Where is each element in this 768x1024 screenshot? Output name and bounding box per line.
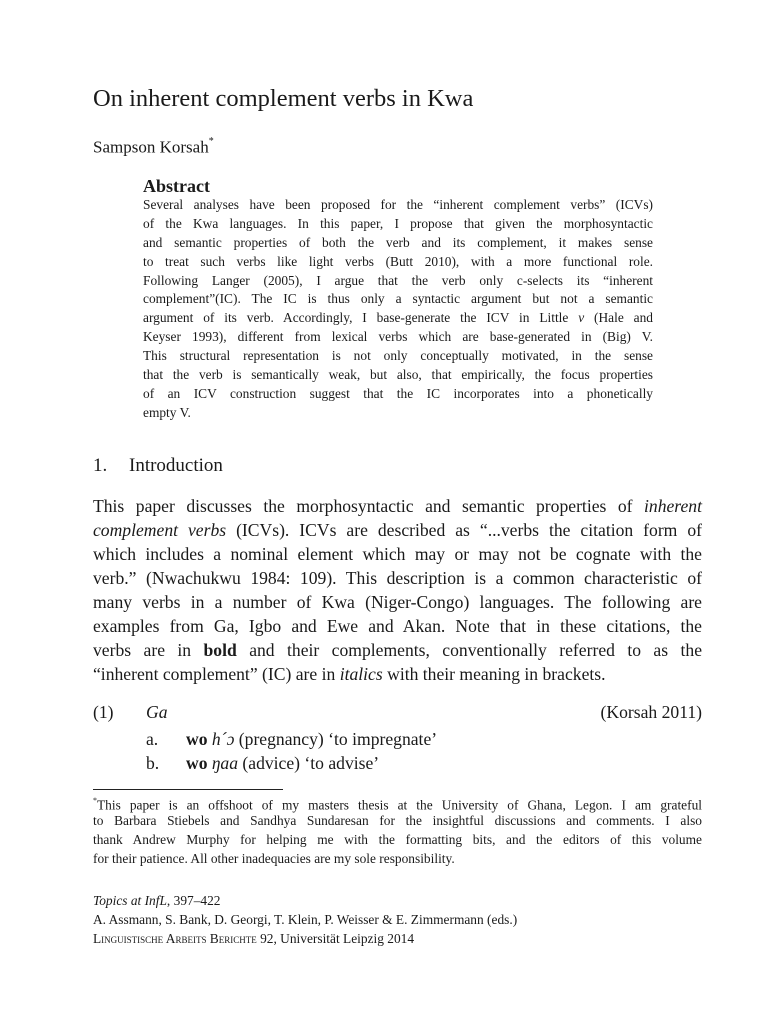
abstract-line: of an ICV construction suggest that the IC incorporates into a phonetically bbox=[143, 385, 653, 401]
author-name bbox=[93, 133, 214, 159]
publication-editors: A. Assmann, S. Bank, D. Georgi, T. Klein, P. Weisser & E. Zimmermann (eds.) bbox=[93, 912, 518, 927]
abstract-heading: Abstract bbox=[143, 176, 210, 196]
example-number: (1) bbox=[93, 702, 114, 722]
paper-title: On inherent complement verbs in Kwa bbox=[93, 85, 474, 112]
abstract-line: Several analyses have been proposed for the “inherent complement verbs” (ICVs) bbox=[143, 197, 653, 212]
intro-text: “inherent complement” (IC) are in bbox=[93, 664, 340, 684]
intro-italic: inherent bbox=[644, 496, 702, 516]
intro-line bbox=[93, 518, 702, 542]
example-gloss: (pregnancy) ‘to impregnate’ bbox=[234, 729, 438, 749]
abstract-line: Keyser 1993), different from lexical verbs which are base-generated in (Big) V. bbox=[143, 329, 653, 345]
intro-line: verb.” (Nwachukwu 1984: 109). This description is a common characteristic of bbox=[93, 568, 702, 588]
intro-line: many verbs in a number of Kwa (Niger-Congo) languages. The following are bbox=[93, 592, 702, 612]
abstract-line: that the verb is semantically weak, but also, that empirically, the focus properties bbox=[143, 367, 653, 383]
abstract-line: empty V. bbox=[143, 404, 191, 420]
intro-line bbox=[93, 638, 702, 662]
intro-line: which includes a nominal element which may or may not be cognate with the bbox=[93, 544, 702, 564]
intro-italic: italics bbox=[339, 664, 383, 684]
publication-journal-line bbox=[93, 930, 414, 948]
footnote-line: for their patience. All other inadequacies are my sole responsibility. bbox=[93, 850, 455, 866]
abstract-line: Following Langer (2005), I argue that the verb only c-selects its “inherent bbox=[143, 272, 653, 288]
footnote-marker: * bbox=[93, 796, 97, 805]
footnote-rule bbox=[93, 789, 283, 790]
example-item bbox=[186, 751, 379, 775]
abstract-line-part: argument of its verb. Accordingly, I base-generate the ICV in Little bbox=[143, 310, 579, 326]
abstract-body bbox=[143, 196, 653, 423]
author-name-text: Sampson Korsah bbox=[93, 137, 209, 157]
intro-italic: complement verbs bbox=[93, 520, 227, 540]
intro-paragraph bbox=[93, 494, 702, 686]
intro-text: (ICVs). ICVs are described as “...verbs the citation form of bbox=[226, 520, 702, 540]
example-verb: wo bbox=[186, 753, 208, 773]
abstract-italic-v: v bbox=[578, 310, 585, 326]
abstract-line: and semantic properties of both the verb and its complement, it makes sense bbox=[143, 234, 653, 250]
example-complement: ŋaa bbox=[211, 753, 238, 773]
example-item bbox=[186, 727, 437, 751]
footnote-line: thank Andrew Murphy for helping me with the formatting bits, and the editors of this volume bbox=[93, 831, 702, 847]
abstract-line bbox=[143, 309, 653, 328]
example-citation: (Korsah 2011) bbox=[600, 702, 702, 722]
abstract-line-part: (Hale and bbox=[584, 310, 653, 326]
footnote-line bbox=[93, 793, 702, 812]
author-footnote-marker[interactable]: * bbox=[208, 136, 214, 147]
publication-series: Topics at InfL bbox=[93, 893, 167, 908]
abstract-line: complement”(IC). The IC is thus only a syntactic argument but not a semantic bbox=[143, 291, 653, 307]
publication-series-line bbox=[93, 892, 220, 910]
example-gloss: (advice) ‘to advise’ bbox=[238, 753, 380, 773]
abstract-line: This structural representation is not only conceptually motivated, in the sense bbox=[143, 348, 653, 364]
intro-bold: bold bbox=[203, 640, 237, 660]
section-heading bbox=[93, 454, 223, 478]
section-number: 1. bbox=[93, 455, 108, 476]
section-title: Introduction bbox=[129, 455, 223, 476]
publication-journal: Linguistische Arbeits Berichte bbox=[93, 931, 257, 946]
example-item-letter: a. bbox=[146, 729, 159, 749]
example-language: Ga bbox=[146, 702, 168, 722]
intro-line: examples from Ga, Igbo and Ewe and Akan. Note that in these citations, the bbox=[93, 616, 702, 636]
intro-text: This paper discusses the morphosyntactic and semantic properties of bbox=[93, 496, 645, 516]
intro-text: verbs are in bbox=[93, 640, 204, 660]
example-verb: wo bbox=[186, 729, 208, 749]
intro-line bbox=[93, 494, 702, 518]
abstract-line: of the Kwa languages. In this paper, I propose that given the morphosyntactic bbox=[143, 215, 653, 231]
footnote-text: This paper is an offshoot of my masters thesis at the University of Ghana, Legon. I am grateful bbox=[97, 797, 702, 813]
example-item-letter: b. bbox=[146, 753, 160, 773]
footnote-line: to Barbara Stiebels and Sandhya Sundaresan for the insightful discussions and comments. I also bbox=[93, 812, 702, 828]
intro-text: with their meaning in brackets. bbox=[382, 664, 606, 684]
publication-pages: , 397–422 bbox=[166, 893, 221, 908]
intro-line bbox=[93, 662, 702, 686]
intro-text: and their complements, conventionally referred to as the bbox=[236, 640, 702, 660]
publication-issue: 92, Universität Leipzig 2014 bbox=[256, 931, 415, 946]
example-complement: h´ɔ bbox=[211, 729, 235, 749]
abstract-line: to treat such verbs like light verbs (Butt 2010), with a more functional role. bbox=[143, 253, 653, 269]
footnote bbox=[93, 793, 702, 869]
